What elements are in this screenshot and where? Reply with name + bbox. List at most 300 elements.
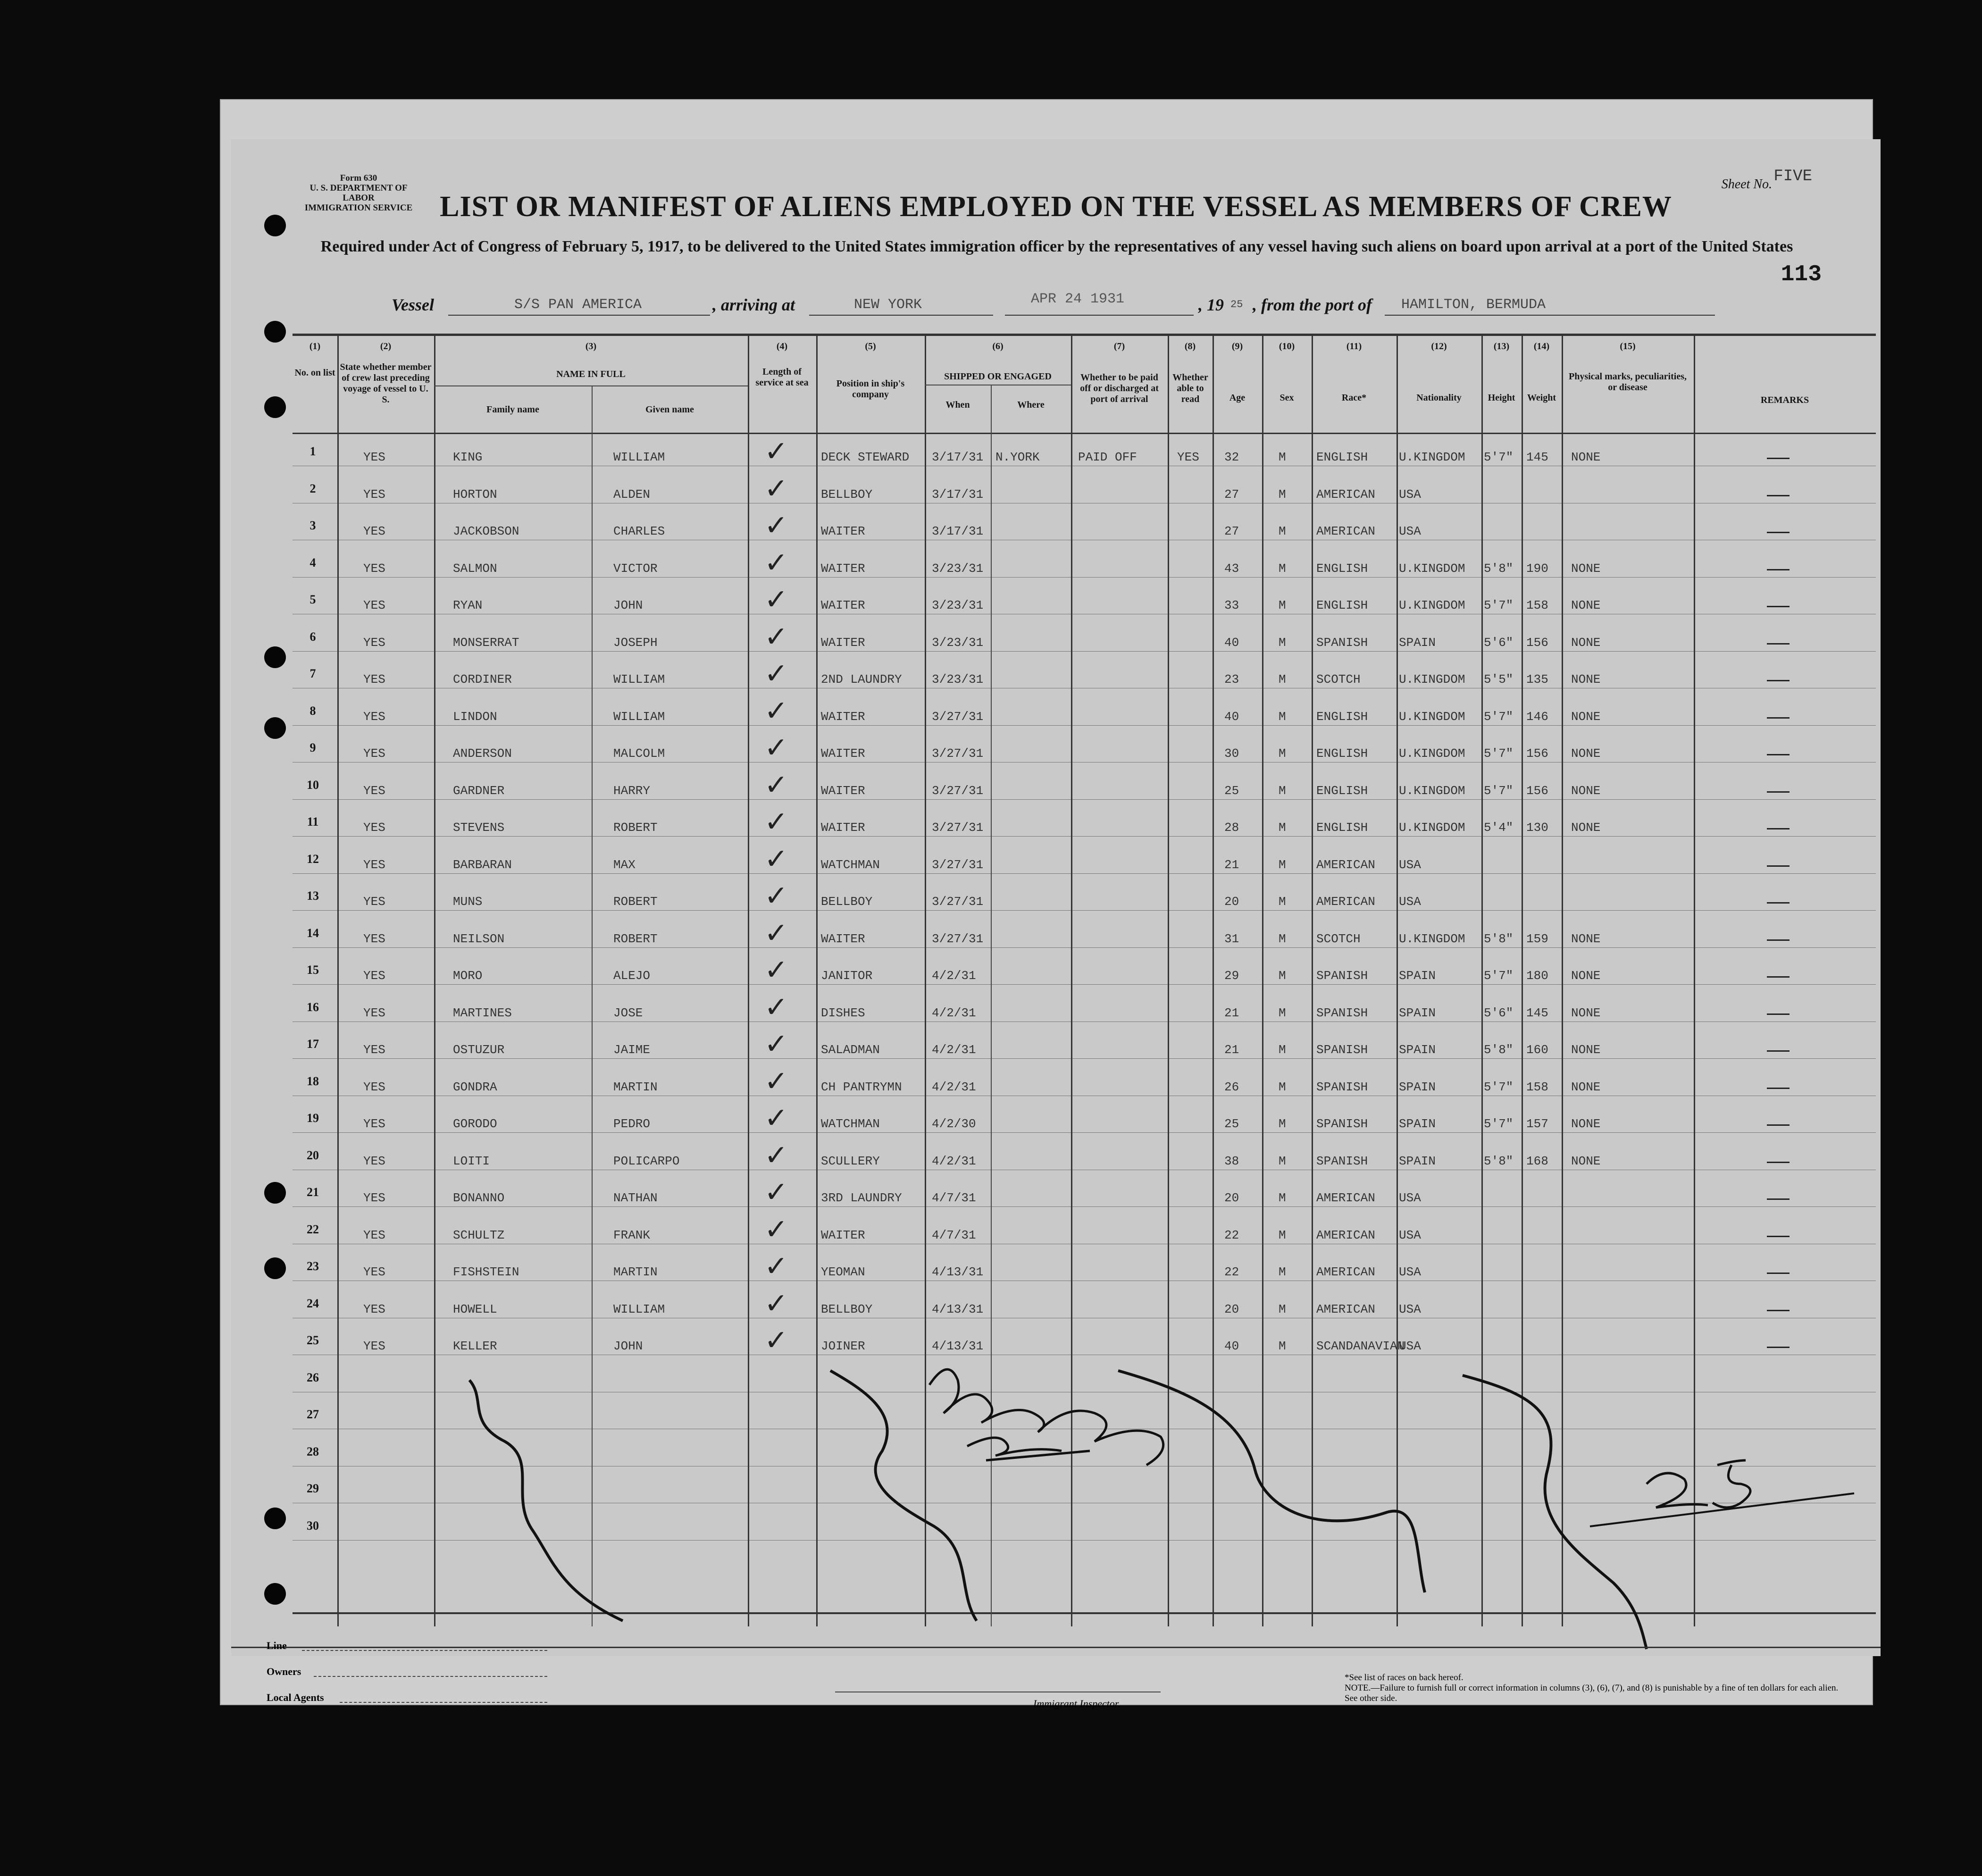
punch-hole	[264, 321, 286, 343]
weight-cell: 156	[1526, 783, 1548, 798]
physical-marks-cell: NONE	[1571, 450, 1601, 464]
height-cell: 5'7"	[1484, 969, 1514, 983]
prev-voyage-cell: YES	[363, 672, 385, 687]
position-cell: JANITOR	[821, 969, 873, 983]
age-cell: 40	[1224, 709, 1239, 724]
prev-voyage-cell: YES	[363, 561, 385, 576]
physical-marks-cell: NONE	[1571, 1080, 1601, 1094]
row-number: 14	[307, 926, 319, 940]
col-header-previous-voyage: State whether member of crew last preceding voyage of vessel to U. S.	[340, 362, 432, 405]
year-label: , 19	[1198, 295, 1224, 314]
prev-voyage-cell: YES	[363, 1005, 385, 1020]
col-header-name: NAME IN FULL	[556, 369, 626, 379]
col5-number: (5)	[865, 341, 876, 352]
col3-number: (3)	[585, 341, 597, 352]
physical-marks-cell: NONE	[1571, 1005, 1601, 1020]
family-name-cell: GONDRA	[453, 1080, 497, 1094]
sex-cell: M	[1279, 635, 1286, 650]
family-name-cell: FISHSTEIN	[453, 1265, 519, 1279]
col-header-remarks: REMARKS	[1760, 395, 1809, 405]
given-name-cell: VICTOR	[613, 561, 658, 576]
prev-voyage-cell: YES	[363, 969, 385, 983]
height-cell: 5'7"	[1484, 450, 1514, 464]
given-name-cell: WILLIAM	[613, 672, 665, 687]
owners-label: Owners	[267, 1666, 301, 1677]
row-number: 26	[307, 1370, 319, 1384]
service-check-mark: ✓	[764, 694, 788, 728]
position-cell: CH PANTRYMN	[821, 1080, 902, 1094]
physical-marks-cell: NONE	[1571, 746, 1601, 761]
form-title: LIST OR MANIFEST OF ALIENS EMPLOYED ON THE VESSEL AS MEMBERS OF CREW	[440, 191, 1672, 223]
age-cell: 30	[1224, 746, 1239, 761]
age-cell: 22	[1224, 1228, 1239, 1242]
position-cell: YEOMAN	[821, 1265, 865, 1279]
row-number: 15	[307, 963, 319, 977]
race-cell: ENGLISH	[1316, 598, 1368, 612]
shipped-when-cell: 4/2/31	[932, 1080, 976, 1094]
physical-marks-cell: NONE	[1571, 561, 1601, 576]
shipped-when-cell: 4/2/31	[932, 1154, 976, 1168]
nationality-cell: USA	[1399, 1339, 1421, 1353]
weight-cell: 158	[1526, 598, 1548, 612]
row-number: 10	[307, 778, 319, 792]
row-number: 3	[309, 519, 316, 532]
service-check-mark: ✓	[764, 916, 788, 950]
row-number: 2	[309, 481, 316, 495]
col9-number: (9)	[1231, 341, 1243, 352]
age-cell: 28	[1224, 821, 1239, 835]
shipped-when-cell: 3/23/31	[932, 598, 984, 612]
given-name-cell: JAIME	[613, 1043, 651, 1057]
col-header-physical-marks: Physical marks, peculiarities, or disease	[1569, 371, 1687, 393]
weight-cell: 156	[1526, 746, 1548, 761]
given-name-cell: JOHN	[613, 598, 643, 612]
prev-voyage-cell: YES	[363, 1228, 385, 1242]
punch-hole	[264, 1508, 286, 1529]
col2-number: (2)	[380, 341, 392, 352]
punch-hole	[264, 1257, 286, 1279]
agents-label: Local Agents	[267, 1692, 324, 1703]
age-cell: 20	[1224, 1302, 1239, 1316]
nationality-cell: U.KINGDOM	[1399, 672, 1465, 687]
shipped-when-cell: 4/2/31	[932, 1005, 976, 1020]
row-number: 6	[309, 629, 316, 644]
age-cell: 43	[1224, 561, 1239, 576]
position-cell: 3RD LAUNDRY	[821, 1191, 902, 1205]
col-header-when: When	[945, 400, 970, 410]
family-name-cell: ANDERSON	[453, 746, 512, 761]
race-cell: AMERICAN	[1316, 895, 1375, 909]
manifest-page	[231, 139, 1881, 1656]
race-cell: ENGLISH	[1316, 709, 1368, 724]
weight-cell: 159	[1526, 931, 1548, 946]
age-cell: 20	[1224, 1191, 1239, 1205]
height-cell: 5'6"	[1484, 1005, 1514, 1020]
nationality-cell: U.KINGDOM	[1399, 783, 1465, 798]
height-cell: 5'7"	[1484, 598, 1514, 612]
weight-cell: 146	[1526, 709, 1548, 724]
arriving-port: NEW YORK	[854, 297, 922, 313]
row-number: 22	[307, 1222, 319, 1236]
row-number: 1	[309, 444, 316, 458]
position-cell: WAITER	[821, 709, 865, 724]
race-cell: SPANISH	[1316, 1080, 1368, 1094]
from-port: HAMILTON, BERMUDA	[1401, 297, 1546, 313]
races-note: *See list of races on back hereof.	[1345, 1673, 1464, 1683]
sex-cell: M	[1279, 1154, 1286, 1168]
sex-cell: M	[1279, 1339, 1286, 1353]
inspector-label: Immigrant Inspector.	[1033, 1698, 1121, 1709]
prev-voyage-cell: YES	[363, 709, 385, 724]
col-header-weight: Weight	[1527, 393, 1556, 403]
col-header-length-of-service: Length of service at sea	[755, 367, 809, 388]
nationality-cell: U.KINGDOM	[1399, 561, 1465, 576]
shipped-when-cell: 3/27/31	[932, 821, 984, 835]
service-check-mark: ✓	[764, 768, 788, 802]
family-name-cell: MUNS	[453, 895, 483, 909]
sheet-label: Sheet No.	[1721, 177, 1772, 192]
race-cell: SPANISH	[1316, 1043, 1368, 1057]
sex-cell: M	[1279, 1043, 1286, 1057]
shipped-when-cell: 4/13/31	[932, 1265, 984, 1279]
sex-cell: M	[1279, 561, 1286, 576]
col12-number: (12)	[1431, 341, 1447, 352]
family-name-cell: HOWELL	[453, 1302, 497, 1316]
nationality-cell: SPAIN	[1399, 969, 1436, 983]
weight-cell: 145	[1526, 1005, 1548, 1020]
position-cell: SALADMAN	[821, 1043, 880, 1057]
service-check-mark: ✓	[764, 509, 788, 542]
footer-rule	[231, 1647, 1881, 1648]
position-cell: SCULLERY	[821, 1154, 880, 1168]
weight-cell: 130	[1526, 821, 1548, 835]
shipped-when-cell: 3/27/31	[932, 857, 984, 872]
physical-marks-cell: NONE	[1571, 598, 1601, 612]
physical-marks-cell: NONE	[1571, 931, 1601, 946]
given-name-cell: MALCOLM	[613, 746, 665, 761]
nationality-cell: SPAIN	[1399, 1005, 1436, 1020]
nationality-cell: SPAIN	[1399, 1080, 1436, 1094]
age-cell: 38	[1224, 1154, 1239, 1168]
service-check-mark: ✓	[764, 805, 788, 838]
position-cell: JOINER	[821, 1339, 865, 1353]
row-number: 21	[307, 1185, 319, 1199]
shipped-where-cell: N.YORK	[995, 450, 1040, 464]
penalty-note: NOTE.—Failure to furnish full or correct information in columns (3), (6), (7), and (8) is punishable by a fine of ten dollars for each alien. See other side.	[1345, 1683, 1839, 1703]
prev-voyage-cell: YES	[363, 635, 385, 650]
row-number: 24	[307, 1296, 319, 1310]
sex-cell: M	[1279, 857, 1286, 872]
form-subtitle: Required under Act of Congress of February 5, 1917, to be delivered to the United States immigration officer by the representatives of any vessel having such aliens on board upon arrival at a port of the United States	[320, 238, 1793, 255]
col-header-race: Race*	[1341, 393, 1367, 403]
race-cell: AMERICAN	[1316, 1302, 1375, 1316]
shipped-when-cell: 4/7/31	[932, 1191, 976, 1205]
row-number: 25	[307, 1333, 319, 1347]
col-header-where: Where	[1017, 400, 1045, 410]
prev-voyage-cell: YES	[363, 1080, 385, 1094]
row-number: 13	[307, 889, 319, 903]
service-check-mark: ✓	[764, 990, 788, 1024]
vessel-label: Vessel	[392, 295, 434, 314]
able-to-read-cell: YES	[1177, 450, 1199, 464]
position-cell: WAITER	[821, 561, 865, 576]
col-header-sex: Sex	[1280, 393, 1294, 403]
service-check-mark: ✓	[764, 1139, 788, 1172]
family-name-cell: JACKOBSON	[453, 524, 519, 538]
height-cell: 5'7"	[1484, 783, 1514, 798]
race-cell: SCANDANAVIAN	[1316, 1339, 1405, 1353]
nationality-cell: U.KINGDOM	[1399, 709, 1465, 724]
row-number: 29	[307, 1482, 319, 1495]
footer-notes	[1345, 1673, 1845, 1704]
family-name-cell: RYAN	[453, 598, 483, 612]
physical-marks-cell: NONE	[1571, 635, 1601, 650]
given-name-cell: PEDRO	[613, 1117, 651, 1131]
service-check-mark: ✓	[764, 842, 788, 876]
age-cell: 21	[1224, 1043, 1239, 1057]
row-number: 12	[307, 852, 319, 866]
shipped-when-cell: 4/13/31	[932, 1302, 984, 1316]
height-cell: 5'7"	[1484, 746, 1514, 761]
shipped-when-cell: 3/23/31	[932, 561, 984, 576]
col8-number: (8)	[1184, 341, 1196, 352]
position-cell: WAITER	[821, 524, 865, 538]
signature-underline	[967, 1438, 1090, 1460]
nationality-cell: U.KINGDOM	[1399, 450, 1465, 464]
age-cell: 25	[1224, 1117, 1239, 1131]
race-cell: AMERICAN	[1316, 524, 1375, 538]
family-name-cell: GARDNER	[453, 783, 505, 798]
shipped-when-cell: 3/27/31	[932, 746, 984, 761]
race-cell: AMERICAN	[1316, 487, 1375, 502]
service-check-mark: ✓	[764, 1064, 788, 1098]
page-number: 113	[1781, 262, 1822, 287]
nationality-cell: USA	[1399, 1302, 1421, 1316]
sex-cell: M	[1279, 821, 1286, 835]
family-name-cell: STEVENS	[453, 821, 505, 835]
prev-voyage-cell: YES	[363, 1043, 385, 1057]
arriving-label: , arriving at	[712, 295, 795, 314]
family-name-cell: LINDON	[453, 709, 497, 724]
sex-cell: M	[1279, 1302, 1286, 1316]
height-cell: 5'6"	[1484, 635, 1514, 650]
paid-off-cell: PAID OFF	[1078, 450, 1137, 464]
row-number: 11	[307, 815, 319, 829]
shipped-when-cell: 3/23/31	[932, 672, 984, 687]
sex-cell: M	[1279, 1191, 1286, 1205]
prev-voyage-cell: YES	[363, 1191, 385, 1205]
nationality-cell: USA	[1399, 1191, 1421, 1205]
height-cell: 5'5"	[1484, 672, 1514, 687]
service-check-mark: ✓	[764, 954, 788, 987]
weight-cell: 160	[1526, 1043, 1548, 1057]
shipped-when-cell: 4/2/30	[932, 1117, 976, 1131]
family-name-cell: BONANNO	[453, 1191, 505, 1205]
shipped-when-cell: 3/27/31	[932, 931, 984, 946]
race-cell: SPANISH	[1316, 969, 1368, 983]
position-cell: WAITER	[821, 821, 865, 835]
race-cell: ENGLISH	[1316, 561, 1368, 576]
given-name-cell: FRANK	[613, 1228, 651, 1242]
service-check-mark: ✓	[764, 435, 788, 468]
col-header-position: Position in ship's company	[836, 378, 905, 400]
service-check-mark: ✓	[764, 1028, 788, 1061]
service-check-mark: ✓	[764, 731, 788, 764]
owners-rule	[314, 1676, 547, 1677]
race-cell: ENGLISH	[1316, 821, 1368, 835]
row-number: 17	[307, 1037, 319, 1051]
race-cell: SPANISH	[1316, 1154, 1368, 1168]
age-cell: 29	[1224, 969, 1239, 983]
family-name-cell: CORDINER	[453, 672, 512, 687]
col7-number: (7)	[1113, 341, 1125, 352]
col13-number: (13)	[1493, 341, 1510, 352]
age-cell: 21	[1224, 857, 1239, 872]
prev-voyage-cell: YES	[363, 821, 385, 835]
family-name-cell: SCHULTZ	[453, 1228, 505, 1242]
position-cell: BELLBOY	[821, 1302, 873, 1316]
position-cell: WAITER	[821, 746, 865, 761]
race-cell: SPANISH	[1316, 1117, 1368, 1131]
row-number: 9	[309, 741, 316, 754]
prev-voyage-cell: YES	[363, 450, 385, 464]
col-header-family-name: Family name	[486, 404, 539, 415]
col10-number: (10)	[1279, 341, 1295, 352]
position-cell: BELLBOY	[821, 895, 873, 909]
handwriting-overlay	[231, 139, 1881, 1656]
col-header-able-to-read: Whether able to read	[1172, 372, 1208, 404]
physical-marks-cell: NONE	[1571, 1043, 1601, 1057]
shipped-when-cell: 4/13/31	[932, 1339, 984, 1353]
given-name-cell: MAX	[613, 857, 636, 872]
weight-cell: 157	[1526, 1117, 1548, 1131]
agents-rule	[340, 1702, 547, 1703]
given-name-cell: JOHN	[613, 1339, 643, 1353]
nationality-cell: U.KINGDOM	[1399, 598, 1465, 612]
age-cell: 20	[1224, 895, 1239, 909]
row-number: 30	[307, 1518, 319, 1533]
total-count-handwritten	[1647, 1460, 1750, 1508]
prev-voyage-cell: YES	[363, 1154, 385, 1168]
shipped-when-cell: 3/27/31	[932, 895, 984, 909]
sex-cell: M	[1279, 450, 1286, 464]
age-cell: 31	[1224, 931, 1239, 946]
col11-number: (11)	[1346, 341, 1362, 352]
weight-cell: 135	[1526, 672, 1548, 687]
col-header-given-name: Given name	[645, 404, 694, 415]
physical-marks-cell: NONE	[1571, 821, 1601, 835]
form-number: Form 630	[340, 173, 377, 183]
row-number: 7	[309, 667, 316, 680]
sex-cell: M	[1279, 783, 1286, 798]
service-check-mark: ✓	[764, 546, 788, 579]
weight-cell: 145	[1526, 450, 1548, 464]
prev-voyage-cell: YES	[363, 895, 385, 909]
service-check-mark: ✓	[764, 879, 788, 913]
given-name-cell: JOSE	[613, 1005, 643, 1020]
col1-number: (1)	[309, 341, 321, 352]
given-name-cell: ROBERT	[613, 821, 658, 835]
weight-cell: 190	[1526, 561, 1548, 576]
physical-marks-cell: NONE	[1571, 969, 1601, 983]
arrival-date-stamp: APR 24 1931	[1031, 291, 1125, 307]
sex-cell: M	[1279, 487, 1286, 502]
height-cell: 5'7"	[1484, 709, 1514, 724]
age-cell: 40	[1224, 635, 1239, 650]
height-cell: 5'7"	[1484, 1117, 1514, 1131]
signature-scrawl	[929, 1369, 1163, 1465]
nationality-cell: USA	[1399, 1265, 1421, 1279]
row-number: 23	[307, 1259, 319, 1273]
sex-cell: M	[1279, 969, 1286, 983]
nationality-cell: USA	[1399, 857, 1421, 872]
service: IMMIGRATION SERVICE	[304, 203, 413, 213]
nationality-cell: SPAIN	[1399, 1117, 1436, 1131]
position-cell: WAITER	[821, 783, 865, 798]
age-cell: 33	[1224, 598, 1239, 612]
sheet-number: FIVE	[1773, 168, 1812, 185]
year-suffix: 25	[1230, 299, 1243, 310]
prev-voyage-cell: YES	[363, 487, 385, 502]
family-name-cell: NEILSON	[453, 931, 505, 946]
punch-hole	[264, 717, 286, 739]
physical-marks-cell: NONE	[1571, 1154, 1601, 1168]
col4-number: (4)	[776, 341, 788, 352]
department: U. S. DEPARTMENT OF LABOR	[309, 183, 408, 203]
shipped-when-cell: 3/27/31	[932, 709, 984, 724]
service-check-mark: ✓	[764, 1250, 788, 1283]
position-cell: WATCHMAN	[821, 1117, 880, 1131]
prev-voyage-cell: YES	[363, 931, 385, 946]
scribble-line-1	[469, 1380, 623, 1621]
age-cell: 23	[1224, 672, 1239, 687]
sex-cell: M	[1279, 1265, 1286, 1279]
sex-cell: M	[1279, 672, 1286, 687]
given-name-cell: MARTIN	[613, 1080, 658, 1094]
shipped-when-cell: 4/2/31	[932, 1043, 976, 1057]
physical-marks-cell: NONE	[1571, 672, 1601, 687]
nationality-cell: U.KINGDOM	[1399, 821, 1465, 835]
given-name-cell: WILLIAM	[613, 709, 665, 724]
race-cell: ENGLISH	[1316, 783, 1368, 798]
family-name-cell: OSTUZUR	[453, 1043, 505, 1057]
from-label: , from the port of	[1253, 295, 1372, 314]
height-cell: 5'8"	[1484, 1154, 1514, 1168]
nationality-cell: USA	[1399, 487, 1421, 502]
sex-cell: M	[1279, 1117, 1286, 1131]
height-cell: 5'7"	[1484, 1080, 1514, 1094]
weight-cell: 168	[1526, 1154, 1548, 1168]
col-header-height: Height	[1488, 393, 1515, 403]
row-number: 20	[307, 1148, 319, 1162]
prev-voyage-cell: YES	[363, 1302, 385, 1316]
age-cell: 27	[1224, 524, 1239, 538]
race-cell: SCOTCH	[1316, 931, 1361, 946]
family-name-cell: GORODO	[453, 1117, 497, 1131]
height-cell: 5'8"	[1484, 561, 1514, 576]
age-cell: 32	[1224, 450, 1239, 464]
race-cell: SPANISH	[1316, 1005, 1368, 1020]
service-check-mark: ✓	[764, 583, 788, 616]
sex-cell: M	[1279, 598, 1286, 612]
col-header-no: No. on list	[294, 368, 335, 378]
family-name-cell: MORO	[453, 969, 483, 983]
race-cell: AMERICAN	[1316, 1191, 1375, 1205]
punch-hole	[264, 396, 286, 418]
position-cell: WATCHMAN	[821, 857, 880, 872]
nationality-cell: USA	[1399, 1228, 1421, 1242]
col-header-paid-off: Whether to be paid off or discharged at port of arrival	[1080, 372, 1159, 404]
